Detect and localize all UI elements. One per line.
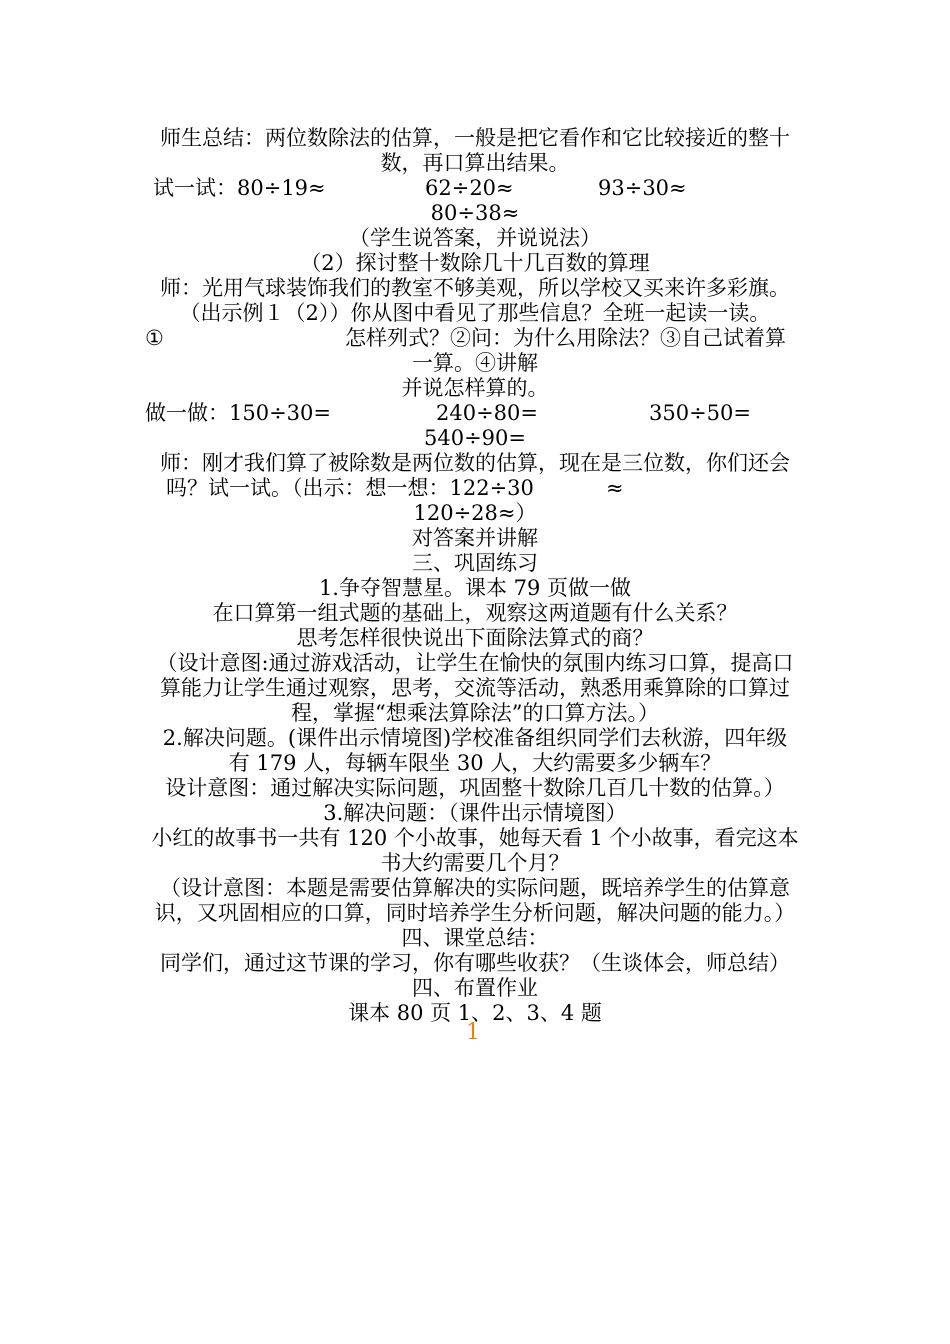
summary-line-1: 师生总结：两位数除法的估算，一般是把它看作和它比较接近的整十 [160, 126, 790, 150]
do-it-d: 540÷90= [424, 426, 526, 450]
example-line: （出示例１（2））你从图中看见了那些信息？全班一起读一读。 [179, 301, 771, 325]
step-mark: ① [145, 326, 164, 350]
student-answer-line: （学生说答案，并说说法） [349, 226, 601, 250]
exercise-3: 3.解决问题：（课件出示情境图） [323, 801, 627, 825]
ask-b: ≈ [606, 476, 624, 500]
do-it-row [0, 401, 950, 426]
do-it-a: 做一做：150÷30= [145, 401, 331, 425]
answer-explain: 对答案并讲解 [412, 526, 538, 550]
ask-row [0, 476, 950, 501]
steps-line-3: 并说怎样算的。 [401, 376, 549, 400]
try-it-b: 62÷20≈ [425, 176, 514, 200]
section-heading-3: 三、巩固练习 [412, 551, 538, 575]
design-intent-3-line-2: 识，又巩固相应的口算，同时培养学生分析问题，解决问题的能力。） [154, 901, 796, 925]
summary-question: 同学们，通过这节课的学习，你有哪些收获？（生谈体会，师总结） [160, 951, 790, 975]
exercise-3-line-3: 书大约需要几个月？ [380, 851, 570, 875]
exercise-2-line-2: 有 179 人，每辆车限坐 30 人，大约需要多少辆车？ [228, 751, 722, 775]
steps-row [0, 326, 950, 351]
homework-line: 课本 80 页 1、2、3、4 题 [348, 1001, 602, 1025]
section-heading-2: （2）探讨整十数除几十几百数的算理 [300, 251, 650, 275]
try-it-d: 80÷38≈ [430, 201, 520, 225]
teacher-line-2: 师：刚才我们算了被除数是两位数的估算，现在是三位数，你们还会 [160, 451, 790, 475]
page-number: 1 [466, 1020, 480, 1045]
section-heading-4: 四、课堂总结： [401, 926, 549, 950]
summary-line-2: 数，再口算出结果。 [380, 151, 570, 175]
section-heading-homework: 四、布置作业 [412, 976, 538, 1000]
exercise-1: 1.争夺智慧星。课本 79 页做一做 [318, 576, 632, 600]
ask-a: 吗？试一试。（出示：想一想：122÷30 [166, 476, 534, 500]
exercise-2-line-1: 2.解决问题。(课件出示情境图)学校准备组织同学们去秋游，四年级 [162, 726, 788, 750]
design-intent-3-line-1: （设计意图：本题是需要估算解决的实际问题，既培养学生的估算意 [160, 876, 790, 900]
design-intent-1-line-1: （设计意图:通过游戏活动，让学生在愉快的氛围内练习口算，提高口 [156, 651, 794, 675]
try-it-row [0, 176, 950, 201]
design-intent-1-line-3: 程，掌握“想乘法算除法”的口算方法。） [291, 701, 659, 725]
exercise-1-line-3: 思考怎样很快说出下面除法算式的商？ [296, 626, 654, 650]
ask-line-2: 120÷28≈） [413, 501, 537, 525]
do-it-b: 240÷80= [436, 401, 538, 425]
steps-line-2: 一算。④讲解 [412, 351, 538, 375]
try-it-a: 试一试：80÷19≈ [153, 176, 326, 200]
do-it-c: 350÷50= [649, 401, 751, 425]
design-intent-2: 设计意图：通过解决实际问题，巩固整十数除几百几十数的估算。） [165, 776, 785, 800]
try-it-c: 93÷30≈ [598, 176, 687, 200]
teacher-line-1: 师：光用气球装饰我们的教室不够美观，所以学校又买来许多彩旗。 [160, 276, 790, 300]
exercise-3-line-2: 小红的故事书一共有 120 个小故事，她每天看 1 个小故事，看完这本 [151, 826, 799, 850]
step-text: 怎样列式？②问：为什么用除法？③自己试着算 [345, 326, 786, 350]
design-intent-1-line-2: 算能力让学生通过观察，思考，交流等活动，熟悉用乘算除的口算过 [160, 676, 790, 700]
exercise-1-line-2: 在口算第一组式题的基础上，观察这两道题有什么关系？ [212, 601, 738, 625]
